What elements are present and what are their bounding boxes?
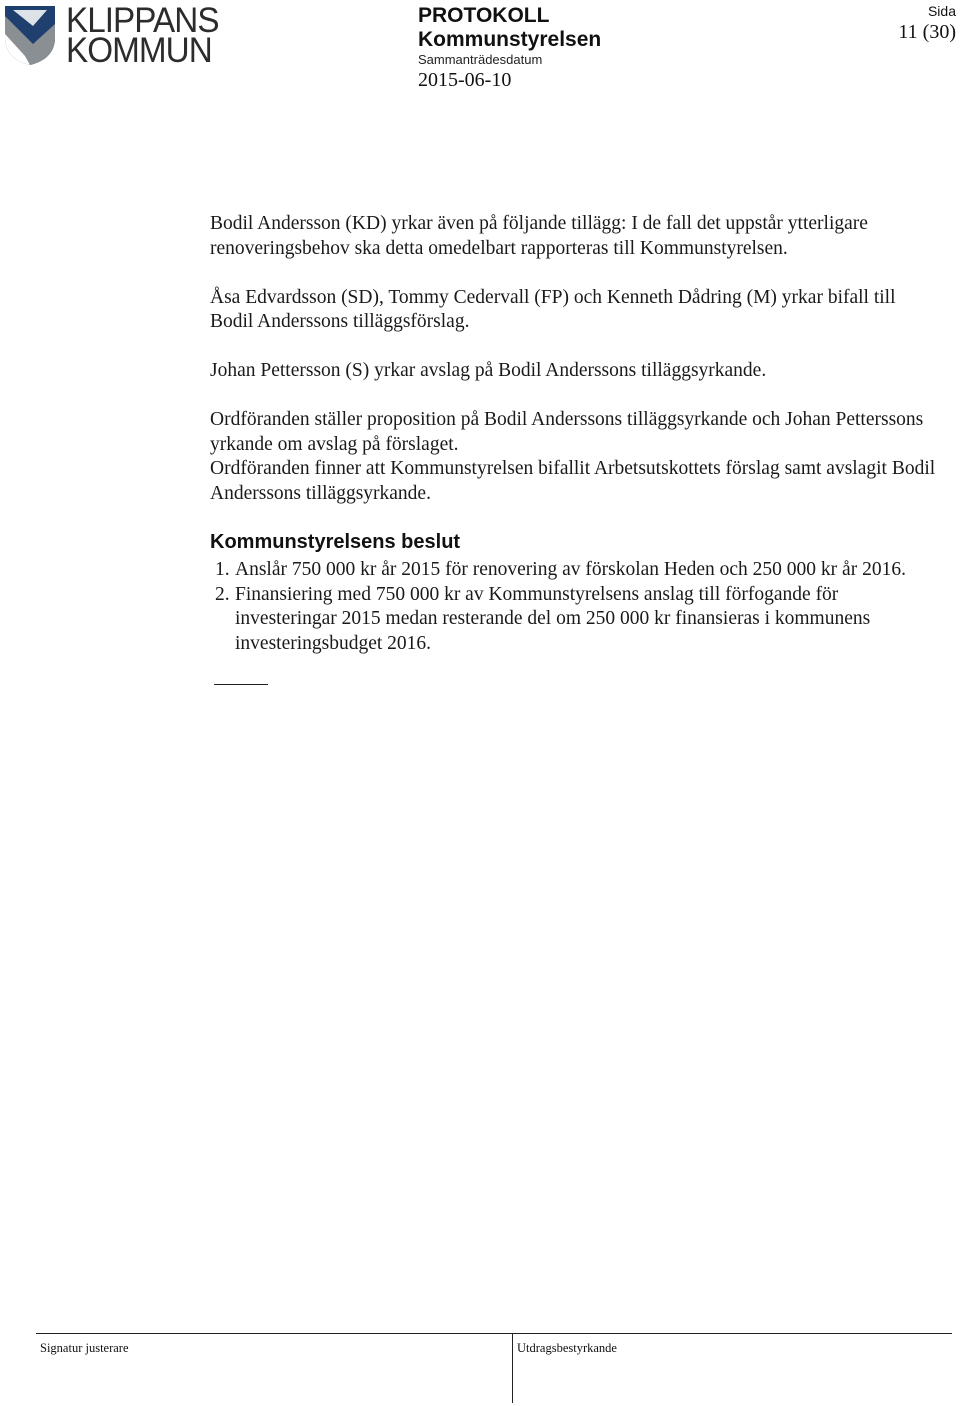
paragraph: Ordföranden finner att Kommunstyrelsen bifallit Arbetsutskottets förslag samt avslagit Bodil Anderssons tilläggsyrkande. [210, 458, 936, 504]
municipality-logo [3, 1, 219, 70]
logo-wordmark [66, 1, 219, 70]
paragraph: Åsa Edvardsson (SD), Tommy Cedervall (FP) och Kenneth Dådring (M) yrkar bifall till Bodil Anderssons tilläggsförslag. [210, 286, 896, 332]
logo-line-2: KOMMUN [66, 31, 212, 70]
decision-text: Anslår 750 000 kr år 2015 för renovering av förskolan Heden och 250 000 kr år 2016. [235, 559, 906, 580]
document-type: PROTOKOLL [418, 4, 550, 27]
logo-line-1: KLIPPANS [66, 1, 219, 40]
decision-heading: Kommunstyrelsens beslut [210, 531, 461, 553]
paragraph: Bodil Andersson (KD) yrkar även på följande tillägg: I de fall det uppstår ytterligare renoveringsbehov ska detta omedelbart rapporteras till Kommunstyrelsen. [210, 213, 868, 259]
page-number: 11 (30) [898, 21, 956, 43]
decision-item [215, 558, 940, 583]
decision-number: 1. [215, 559, 230, 580]
decision-list [210, 558, 940, 656]
footer-divider [512, 1333, 513, 1403]
end-rule [214, 684, 268, 685]
signature-field-label: Signatur justerare [40, 1341, 129, 1355]
coat-of-arms-icon [3, 4, 57, 66]
decision-item [215, 583, 940, 657]
protocol-body [210, 212, 940, 685]
committee-name: Kommunstyrelsen [418, 28, 602, 51]
paragraph: Ordföranden ställer proposition på Bodil Anderssons tilläggsyrkande och Johan Petterssons yrkande om avslag på förslaget. [210, 409, 924, 455]
decision-number: 2. [215, 583, 230, 605]
decision-text: Finansiering med 750 000 kr av Kommunstyrelsens anslag till förfogande för investeringar 2015 medan resterande del om 250 000 kr finansieras i kommunens investeringsbudget 2016. [235, 583, 871, 654]
meeting-date-label: Sammanträdesdatum [418, 52, 543, 67]
meeting-date: 2015-06-10 [418, 69, 512, 91]
extract-certification-label: Utdragsbestyrkande [517, 1341, 617, 1355]
footer-rule [36, 1333, 952, 1334]
paragraph: Johan Pettersson (S) yrkar avslag på Bodil Anderssons tilläggsyrkande. [210, 360, 767, 381]
page-label: Sida [927, 3, 956, 19]
